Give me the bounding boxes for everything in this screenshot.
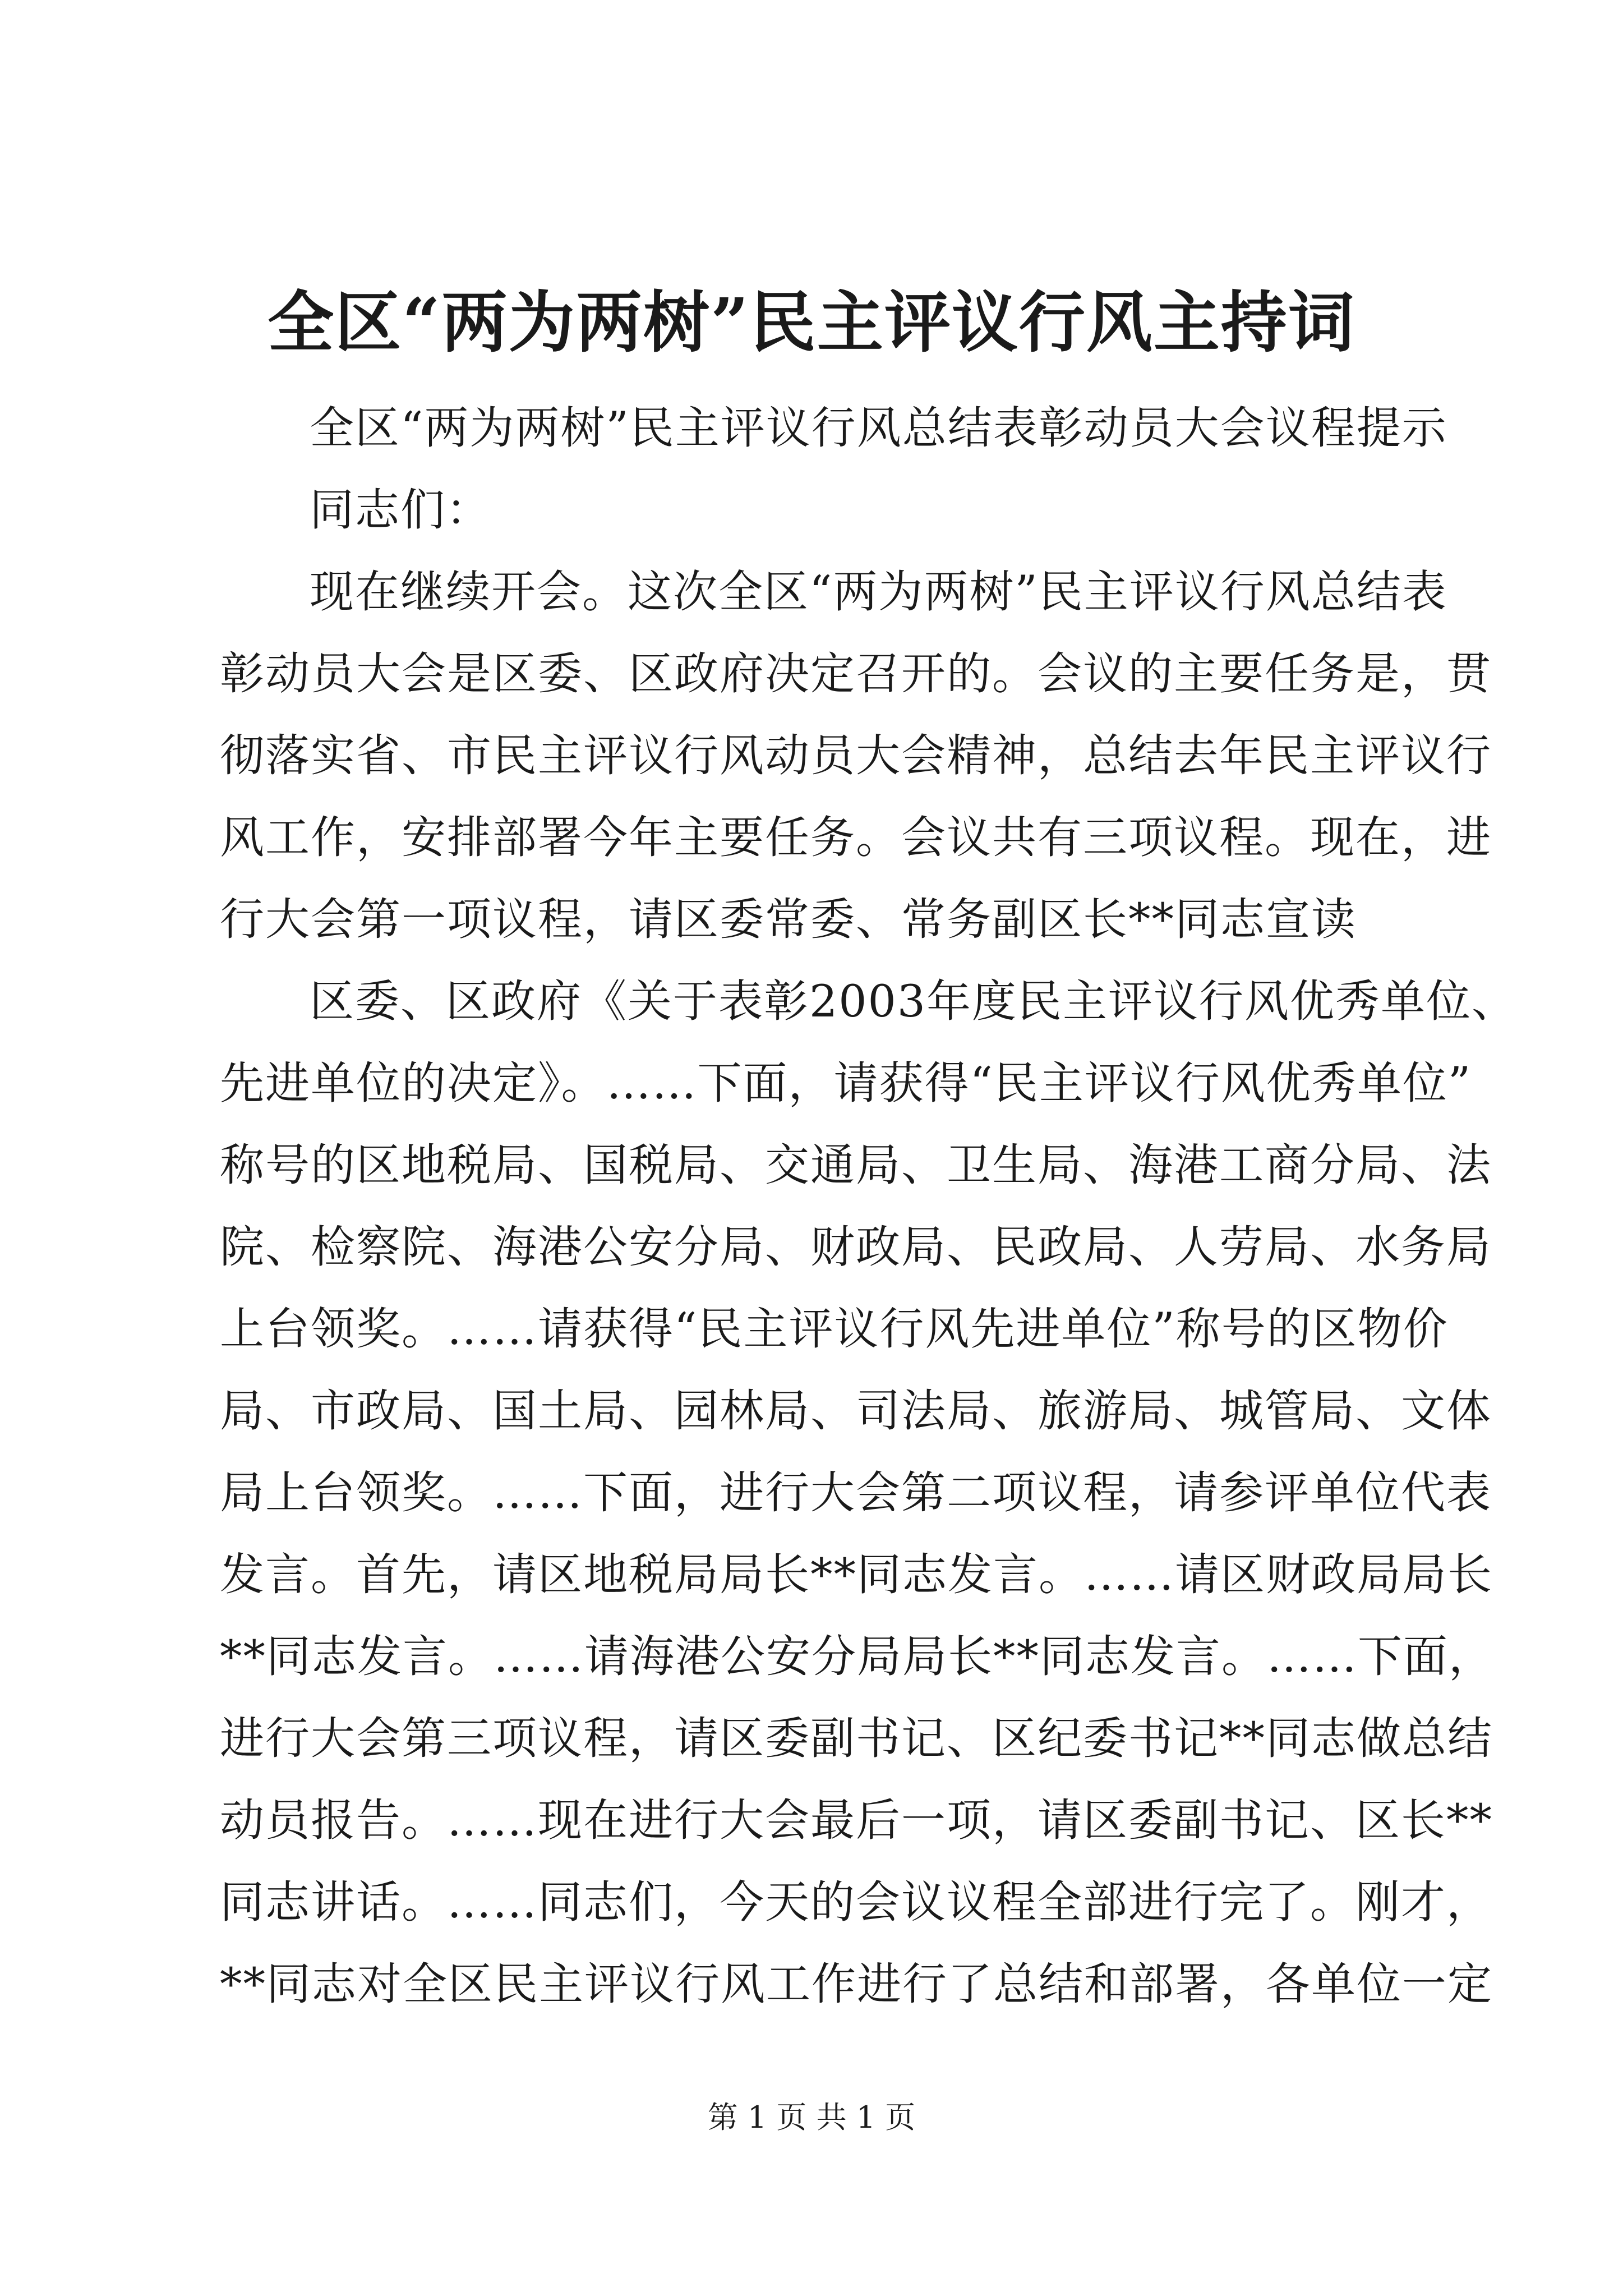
page-footer: 第 1 页 共 1 页: [707, 2100, 916, 2135]
body-line-19: 同志讲话。……同志们，今天的会议议程全部进行完了。刚才，: [220, 1876, 1492, 1928]
body-line-15: 发言。首先，请区地税局局长**同志发言。……请区财政局局长: [220, 1549, 1493, 1600]
body-line-5: 彻落实省、市民主评议行风动员大会精神，总结去年民主评议行: [220, 730, 1492, 781]
body-line-2: 同志们：: [310, 484, 491, 536]
body-line-1: 全区“两为两树”民主评议行风总结表彰动员大会议程提示: [310, 402, 1447, 454]
body-line-8: 区委、区政府《关于表彰2003年度民主评议行风优秀单位、: [310, 976, 1518, 1027]
body-line-16: **同志发言。……请海港公安分局局长**同志发言。……下面，: [220, 1631, 1494, 1682]
body-line-12: 上台领奖。……请获得“民主评议行风先进单位”称号的区物价: [220, 1303, 1449, 1355]
body-line-6: 风工作，安排部署今年主要任务。会议共有三项议程。现在，进: [220, 812, 1492, 863]
body-line-11: 院、检察院、海港公安分局、财政局、民政局、人劳局、水务局: [220, 1221, 1492, 1273]
document-title: 全区“两为两树”民主评议行风主持词: [268, 283, 1355, 361]
body-line-7: 行大会第一项议程，请区委常委、常务副区长**同志宣读: [220, 894, 1357, 945]
body-line-9: 先进单位的决定》。……下面，请获得“民主评议行风优秀单位”: [220, 1057, 1472, 1109]
body-line-17: 进行大会第三项议程，请区委副书记、区纪委书记**同志做总结: [220, 1713, 1493, 1764]
body-line-13: 局、市政局、国土局、园林局、司法局、旅游局、城管局、文体: [220, 1385, 1492, 1437]
body-line-10: 称号的区地税局、国税局、交通局、卫生局、海港工商分局、法: [220, 1139, 1492, 1191]
body-line-3: 现在继续开会。这次全区“两为两树”民主评议行风总结表: [310, 566, 1447, 618]
body-line-4: 彰动员大会是区委、区政府决定召开的。会议的主要任务是，贯: [220, 648, 1492, 700]
body-line-18: 动员报告。……现在进行大会最后一项，请区委副书记、区长**: [220, 1795, 1493, 1846]
document-body: [220, 387, 1518, 2025]
body-line-14: 局上台领奖。……下面，进行大会第二项议程，请参评单位代表: [220, 1467, 1492, 1519]
body-line-20: **同志对全区民主评议行风工作进行了总结和部署，各单位一定: [220, 1958, 1493, 2010]
